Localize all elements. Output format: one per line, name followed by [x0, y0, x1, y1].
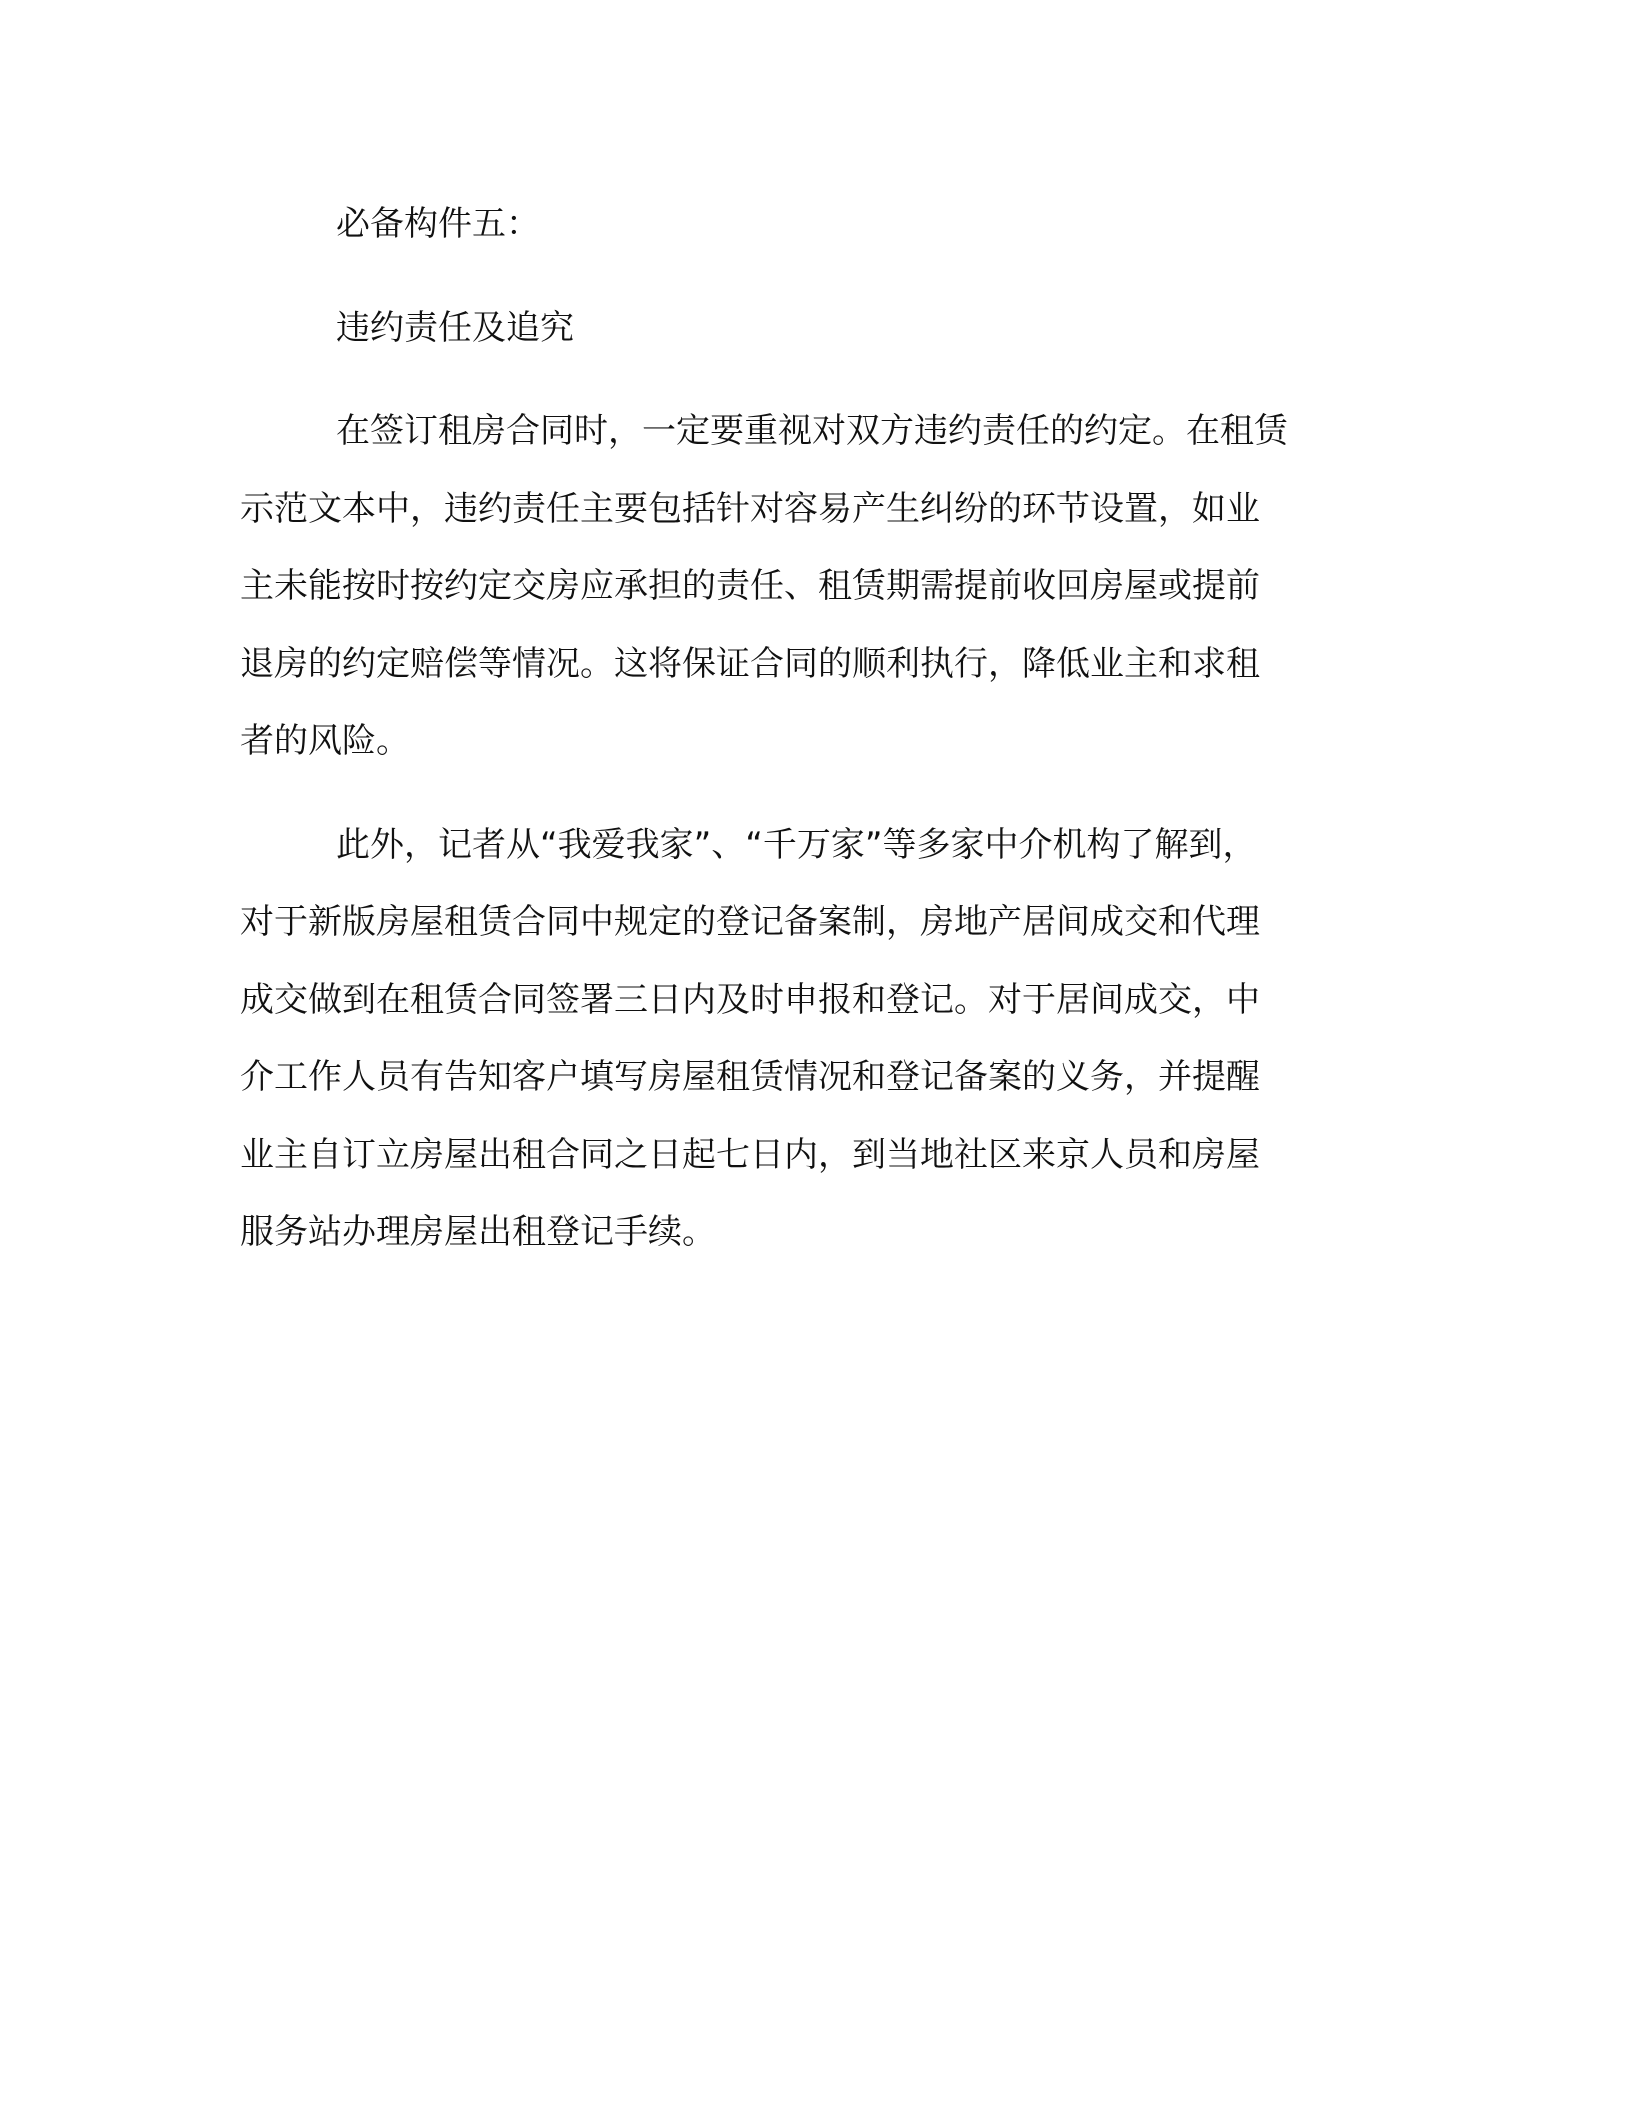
paragraph-breach-liability: [240, 393, 1390, 781]
paragraph-line: 在签订租房合同时，一定要重视对双方违约责任的约定。在租赁: [336, 411, 1288, 451]
paragraph-line: 对于新版房屋租赁合同中规定的登记备案制，房地产居间成交和代理: [240, 902, 1260, 942]
paragraph-line: 此外，记者从“我爱我家”、“千万家”等多家中介机构了解到，: [336, 824, 1257, 865]
paragraph-line: 介工作人员有告知客户填写房屋租赁情况和登记备案的义务，并提醒: [240, 1057, 1260, 1097]
document-body: [240, 185, 1390, 1272]
paragraph-line: 主未能按时按约定交房应承担的责任、租赁期需提前收回房屋或提前: [240, 566, 1260, 606]
paragraph-line: 退房的约定赔偿等情况。这将保证合同的顺利执行，降低业主和求租: [240, 643, 1260, 684]
paragraph-line: 者的风险。: [240, 721, 410, 761]
paragraph-registration: [240, 807, 1390, 1272]
paragraph-line: 成交做到在租赁合同签署三日内及时申报和登记。对于居间成交，中: [240, 979, 1260, 1020]
section-subheading: 违约责任及追究: [336, 308, 574, 348]
paragraph-line: 服务站办理房屋出租登记手续。: [240, 1212, 716, 1252]
paragraph-line: 业主自订立房屋出租合同之日起七日内，到当地社区来京人员和房屋: [240, 1134, 1260, 1175]
section-heading: 必备构件五：: [336, 204, 540, 244]
paragraph-line: 示范文本中，违约责任主要包括针对容易产生纠纷的环节设置，如业: [240, 488, 1260, 529]
